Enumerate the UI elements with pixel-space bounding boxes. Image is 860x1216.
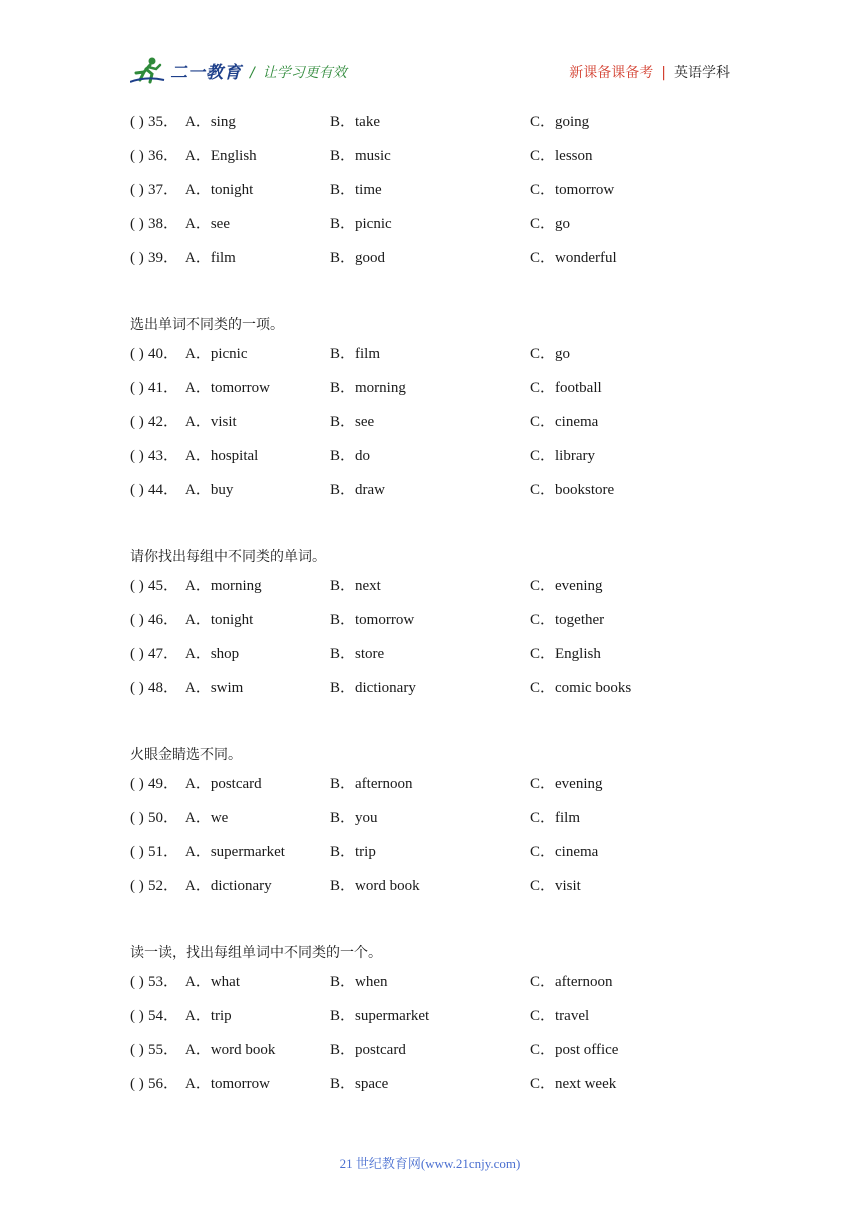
option-a: A．English <box>185 148 257 164</box>
option-a: A．tonight <box>185 182 254 198</box>
header-separator: | <box>661 65 666 81</box>
option-a: A．picnic <box>185 346 248 362</box>
option-b: B．store <box>330 646 385 662</box>
answer-blank[interactable]: ( ) <box>130 844 144 860</box>
option-c: C．go <box>530 346 571 362</box>
logo-text: 二一教育 <box>170 62 242 83</box>
answer-blank[interactable]: ( ) <box>130 878 144 894</box>
logo <box>130 56 242 84</box>
option-a: A．film <box>185 250 236 266</box>
answer-blank[interactable]: ( ) <box>130 250 144 266</box>
answer-blank[interactable]: ( ) <box>130 414 144 430</box>
question-row <box>130 410 770 444</box>
option-a: A．buy <box>185 482 234 498</box>
option-b: B．do <box>330 448 371 464</box>
option-b: B．dictionary <box>330 680 416 696</box>
question-row <box>130 144 770 178</box>
question-row <box>130 874 770 908</box>
question-row <box>130 212 770 246</box>
question-number: 35． <box>148 114 179 130</box>
question-number: 41． <box>148 380 179 396</box>
question-number: 46． <box>148 612 179 628</box>
answer-blank[interactable]: ( ) <box>130 216 144 232</box>
option-c: C．lesson <box>530 148 593 164</box>
option-b: B．you <box>330 810 378 826</box>
section-instruction: 读一读，找出每组单词中不同类的一个。 <box>130 945 382 961</box>
option-c: C．evening <box>530 776 603 792</box>
runner-logo-icon <box>130 56 166 84</box>
answer-blank[interactable]: ( ) <box>130 1042 144 1058</box>
option-c: C．evening <box>530 578 603 594</box>
question-number: 51． <box>148 844 179 860</box>
option-b: B．see <box>330 414 375 430</box>
option-c: C．library <box>530 448 595 464</box>
option-b: B．next <box>330 578 381 594</box>
question-list <box>130 110 770 1106</box>
exam-label: 新课备课备考 <box>569 65 654 81</box>
question-number: 38． <box>148 216 179 232</box>
question-row <box>130 574 770 608</box>
question-number: 45． <box>148 578 179 594</box>
option-a: A．shop <box>185 646 240 662</box>
slash-divider: / <box>250 65 255 81</box>
option-a: A．we <box>185 810 229 826</box>
option-c: C．going <box>530 114 590 130</box>
option-c: C．next week <box>530 1076 617 1092</box>
answer-blank[interactable]: ( ) <box>130 612 144 628</box>
question-row <box>130 608 770 642</box>
option-b: B．when <box>330 974 388 990</box>
option-b: B．picnic <box>330 216 392 232</box>
slogan <box>250 62 347 82</box>
question-number: 52． <box>148 878 179 894</box>
option-a: A．postcard <box>185 776 262 792</box>
question-row <box>130 970 770 1004</box>
option-c: C．comic books <box>530 680 632 696</box>
option-c: C．travel <box>530 1008 590 1024</box>
section-instruction: 选出单词不同类的一项。 <box>130 317 284 333</box>
question-row <box>130 178 770 212</box>
option-c: C．together <box>530 612 605 628</box>
option-c: C．football <box>530 380 602 396</box>
question-row <box>130 444 770 478</box>
option-c: C．visit <box>530 878 581 894</box>
question-number: 55． <box>148 1042 179 1058</box>
question-row <box>130 642 770 676</box>
slogan-text: 让学习更有效 <box>262 65 347 81</box>
answer-blank[interactable]: ( ) <box>130 646 144 662</box>
question-section <box>130 540 770 710</box>
option-b: B．space <box>330 1076 389 1092</box>
question-row <box>130 840 770 874</box>
question-number: 56． <box>148 1076 179 1092</box>
option-c: C．wonderful <box>530 250 617 266</box>
option-c: C．bookstore <box>530 482 615 498</box>
header-right <box>569 62 730 82</box>
option-a: A．what <box>185 974 240 990</box>
option-b: B．film <box>330 346 381 362</box>
question-row <box>130 478 770 512</box>
option-a: A．supermarket <box>185 844 285 860</box>
option-b: B．morning <box>330 380 406 396</box>
option-c: C．English <box>530 646 601 662</box>
option-b: B．postcard <box>330 1042 406 1058</box>
option-a: A．tomorrow <box>185 1076 270 1092</box>
answer-blank[interactable]: ( ) <box>130 680 144 696</box>
option-b: B．word book <box>330 878 420 894</box>
answer-blank[interactable]: ( ) <box>130 1076 144 1092</box>
question-number: 53． <box>148 974 179 990</box>
option-b: B．take <box>330 114 380 130</box>
option-a: A．hospital <box>185 448 259 464</box>
option-a: A．tomorrow <box>185 380 270 396</box>
question-row <box>130 676 770 710</box>
option-a: A．word book <box>185 1042 276 1058</box>
option-b: B．trip <box>330 844 376 860</box>
option-b: B．time <box>330 182 382 198</box>
subject-label: 英语学科 <box>674 65 730 81</box>
footer-text: 21 世纪教育网(www.21cnjy.com) <box>339 1156 521 1171</box>
answer-blank[interactable]: ( ) <box>130 380 144 396</box>
page-header <box>130 50 730 92</box>
question-row <box>130 376 770 410</box>
question-number: 37． <box>148 182 179 198</box>
answer-blank[interactable]: ( ) <box>130 148 144 164</box>
option-c: C．afternoon <box>530 974 613 990</box>
option-c: C．post office <box>530 1042 619 1058</box>
question-number: 40． <box>148 346 179 362</box>
option-a: A．tonight <box>185 612 254 628</box>
section-instruction: 请你找出每组中不同类的单词。 <box>130 549 326 565</box>
question-number: 48． <box>148 680 179 696</box>
option-b: B．draw <box>330 482 385 498</box>
question-row <box>130 246 770 280</box>
question-number: 42． <box>148 414 179 430</box>
answer-blank[interactable]: ( ) <box>130 482 144 498</box>
section-instruction: 火眼金睛选不同。 <box>130 747 242 763</box>
option-b: B．music <box>330 148 391 164</box>
answer-blank[interactable]: ( ) <box>130 346 144 362</box>
answer-blank[interactable]: ( ) <box>130 578 144 594</box>
answer-blank[interactable]: ( ) <box>130 810 144 826</box>
answer-blank[interactable]: ( ) <box>130 974 144 990</box>
question-section <box>130 936 770 1106</box>
option-c: C．cinema <box>530 844 599 860</box>
option-a: A．trip <box>185 1008 232 1024</box>
option-a: A．sing <box>185 114 236 130</box>
option-b: B．supermarket <box>330 1008 430 1024</box>
question-section <box>130 110 770 280</box>
question-row <box>130 1072 770 1106</box>
question-row <box>130 342 770 376</box>
question-number: 47． <box>148 646 179 662</box>
option-a: A．see <box>185 216 230 232</box>
option-c: C．go <box>530 216 571 232</box>
option-a: A．swim <box>185 680 244 696</box>
answer-blank[interactable]: ( ) <box>130 448 144 464</box>
question-number: 50． <box>148 810 179 826</box>
option-b: B．good <box>330 250 386 266</box>
option-c: C．tomorrow <box>530 182 615 198</box>
answer-blank[interactable]: ( ) <box>130 1008 144 1024</box>
option-a: A．morning <box>185 578 262 594</box>
question-number: 49． <box>148 776 179 792</box>
question-row <box>130 1038 770 1072</box>
answer-blank[interactable]: ( ) <box>130 114 144 130</box>
question-row <box>130 110 770 144</box>
answer-blank[interactable]: ( ) <box>130 182 144 198</box>
option-c: C．film <box>530 810 581 826</box>
option-a: A．dictionary <box>185 878 272 894</box>
question-number: 54． <box>148 1008 179 1024</box>
answer-blank[interactable]: ( ) <box>130 776 144 792</box>
question-section <box>130 308 770 512</box>
question-number: 44． <box>148 482 179 498</box>
option-b: B．tomorrow <box>330 612 415 628</box>
question-number: 43． <box>148 448 179 464</box>
option-c: C．cinema <box>530 414 599 430</box>
question-number: 39． <box>148 250 179 266</box>
option-a: A．visit <box>185 414 237 430</box>
question-number: 36． <box>148 148 179 164</box>
option-b: B．afternoon <box>330 776 413 792</box>
question-row <box>130 1004 770 1038</box>
question-row <box>130 806 770 840</box>
question-section <box>130 738 770 908</box>
question-row <box>130 772 770 806</box>
